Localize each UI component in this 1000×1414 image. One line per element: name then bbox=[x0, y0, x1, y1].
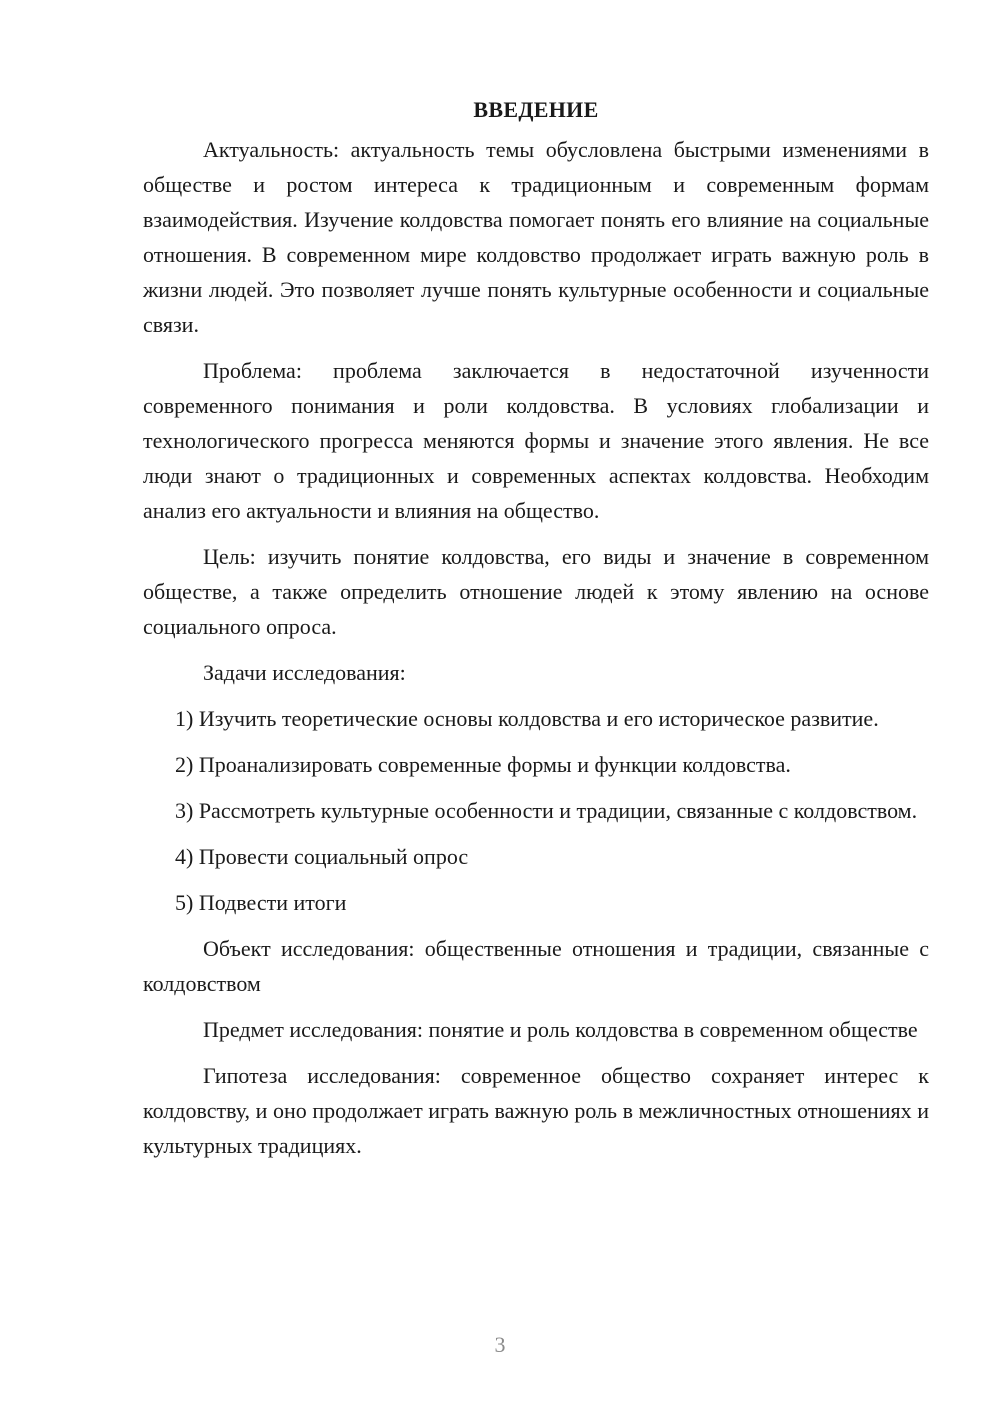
task-item-1: 1) Изучить теоретические основы колдовства и его историческое развитие. bbox=[175, 706, 879, 731]
relevance-paragraph: Актуальность: актуальность темы обусловлена быстрыми изменениями в обществе и ростом интереса к традиционным и современным формам взаимодействия. Изучение колдовства помогает понять его влияние на социальные отношения. В современном мире колдовство продолжает играть важную роль в жизни людей. Это позволяет лучше понять культурные особенности и социальные связи. bbox=[143, 137, 929, 337]
task-item-5: 5) Подвести итоги bbox=[175, 890, 347, 915]
document-page bbox=[143, 92, 929, 1163]
page-number: 3 bbox=[494, 1332, 506, 1357]
hypothesis-paragraph: Гипотеза исследования: современное общество сохраняет интерес к колдовству, и оно продолжает играть важную роль в межличностных отношениях и культурных традициях. bbox=[143, 1063, 929, 1158]
problem-paragraph: Проблема: проблема заключается в недостаточной изученности современного понимания и роли колдовства. В условиях глобализации и технологического прогресса меняются формы и значение этого явления. Не все люди знают о традиционных и современных аспектах колдовства. Необходим анализ его актуальности и влияния на общество. bbox=[143, 358, 929, 523]
object-paragraph: Объект исследования: общественные отношения и традиции, связанные с колдовством bbox=[143, 936, 929, 996]
task-item-2: 2) Проанализировать современные формы и функции колдовства. bbox=[175, 752, 791, 777]
page-title: ВВЕДЕНИЕ bbox=[473, 97, 599, 122]
goal-paragraph: Цель: изучить понятие колдовства, его виды и значение в современном обществе, а также определить отношение людей к этому явлению на основе социального опроса. bbox=[143, 544, 929, 639]
task-item-3: 3) Рассмотреть культурные особенности и традиции, связанные с колдовством. bbox=[175, 798, 918, 823]
tasks-heading: Задачи исследования: bbox=[203, 660, 406, 685]
task-item-4: 4) Провести социальный опрос bbox=[175, 844, 469, 869]
subject-paragraph: Предмет исследования: понятие и роль колдовства в современном обществе bbox=[203, 1017, 918, 1042]
